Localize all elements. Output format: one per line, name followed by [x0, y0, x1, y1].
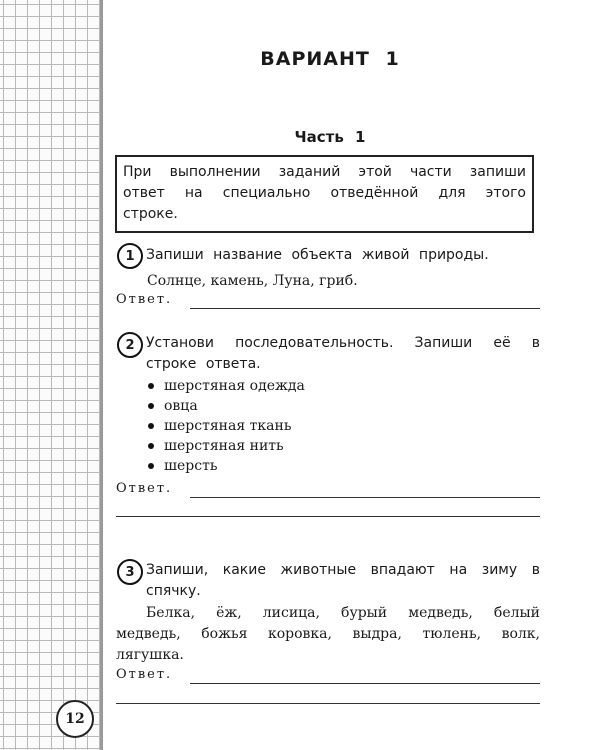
- page-number: 12: [56, 700, 94, 738]
- list-item: овца: [148, 396, 305, 416]
- task-2-number: 2: [117, 332, 143, 358]
- list-item: шерстяная ткань: [148, 416, 305, 436]
- task-2-extra-line[interactable]: [116, 516, 540, 517]
- task-2-items: [148, 376, 305, 476]
- part-heading: Часть 1: [294, 128, 366, 146]
- task-3-answer-label: Ответ.: [116, 667, 173, 682]
- margin-edge: [100, 0, 103, 750]
- task-3-number: 3: [117, 559, 143, 585]
- list-item: шерстяная одежда: [148, 376, 305, 396]
- task-2-answer-line[interactable]: [190, 497, 540, 498]
- task-3-animals: Белка, ёж, лисица, бурый медведь, белый медведь, божья коровка, выдра, тюлень, волк, лягушка.: [116, 605, 540, 663]
- task-1-objects: Солнце, камень, Луна, гриб.: [147, 273, 358, 289]
- variant-title: ВАРИАНТ 1: [260, 48, 400, 70]
- task-2-answer-row[interactable]: [116, 481, 540, 503]
- instruction-box: При выполнении заданий этой части запиши ответ на специально отведённой для этого строке.: [115, 155, 534, 233]
- task-1-question: Запиши название объекта живой природы.: [146, 247, 489, 263]
- task-2-question: Установи последовательность. Запиши её в строке ответа.: [146, 335, 540, 372]
- task-3-extra-line[interactable]: [116, 703, 540, 704]
- list-item: шерсть: [148, 456, 305, 476]
- task-1-answer-line[interactable]: [190, 308, 540, 309]
- list-item: шерстяная нить: [148, 436, 305, 456]
- task-3-answer-row[interactable]: [116, 667, 540, 689]
- task-2-answer-label: Ответ.: [116, 481, 173, 496]
- task-1-answer-row[interactable]: [116, 292, 540, 314]
- task-1-number: 1: [117, 243, 143, 269]
- task-1-answer-label: Ответ.: [116, 292, 173, 307]
- graph-paper-margin: [0, 0, 100, 750]
- task-3-question: Запиши, какие животные впадают на зиму в спячку.: [146, 562, 540, 599]
- task-3-answer-line[interactable]: [190, 683, 540, 684]
